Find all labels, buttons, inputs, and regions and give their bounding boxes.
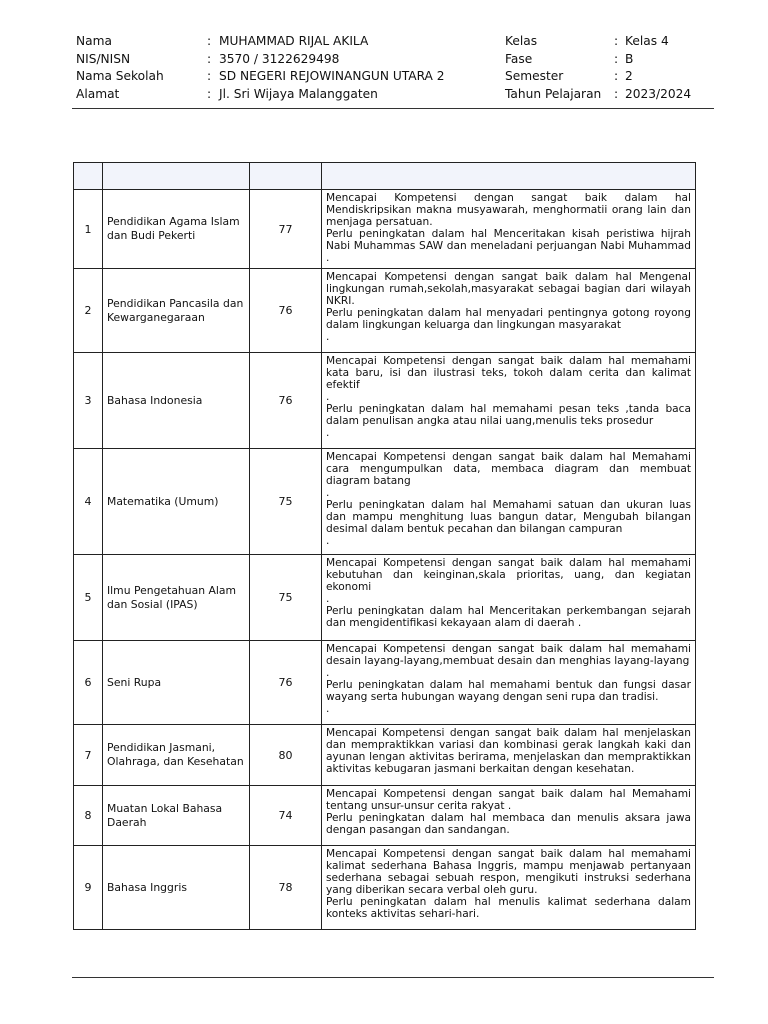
- score-value: 80: [250, 725, 322, 786]
- subject-name: Pendidikan Pancasila dan Kewarganegaraan: [103, 269, 250, 353]
- description-line: Perlu peningkatan dalam hal menulis kalimat sederhana dalam konteks aktivitas sehari-hari.: [326, 896, 691, 920]
- info-colon: :: [207, 34, 212, 48]
- info-label: NIS/NISN: [76, 51, 131, 66]
- info-colon: :: [614, 51, 619, 66]
- score-value: 75: [250, 449, 322, 555]
- info-colon: :: [207, 69, 212, 83]
- description-line: .: [326, 391, 330, 403]
- description-line: Mencapai Kompetensi dengan sangat baik dalam hal Mendiskripsikan makna musyawarah, menghormatii orang lain dan menjaga persatuan.: [326, 192, 691, 228]
- info-colon: :: [207, 86, 212, 101]
- info-colon: :: [614, 69, 619, 83]
- description-cell: [322, 725, 696, 786]
- description-line: Perlu peningkatan dalam hal memahami bentuk dan fungsi dasar wayang serta hubungan wayang dengan seni rupa dan tradisi.: [326, 679, 691, 703]
- description-line: .: [326, 667, 330, 679]
- description-cell: [322, 641, 696, 725]
- table-row: [74, 555, 696, 641]
- description-line: .: [326, 487, 330, 499]
- grades-table: [73, 162, 696, 930]
- phase-value: B: [625, 51, 634, 66]
- description-line: .: [326, 535, 330, 547]
- description-line: Mencapai Kompetensi dengan sangat baik dalam hal Memahami tentang unsur-unsur cerita rakyat .: [326, 788, 691, 812]
- description-cell: [322, 353, 696, 449]
- description-cell: [322, 449, 696, 555]
- description-line: Perlu peningkatan dalam hal membaca dan menulis aksara jawa dengan pasangan dan sandangan.: [326, 812, 691, 836]
- table-row: [74, 786, 696, 846]
- info-label: Nama: [76, 34, 112, 48]
- class-value: Kelas 4: [625, 34, 669, 48]
- score-value: 77: [250, 190, 322, 269]
- school-name: SD NEGERI REJOWINANGUN UTARA 2: [219, 69, 445, 83]
- info-row: [76, 69, 716, 87]
- description-line: Perlu peningkatan dalam hal Memahami satuan dan ukuran luas dan mampu menghitung luas bangun datar, Mengubah bilangan desimal dalam bentuk pecahan dan bilangan campuran: [326, 499, 691, 535]
- row-number: 4: [74, 449, 103, 555]
- info-label: Alamat: [76, 86, 120, 101]
- info-label: Semester: [505, 69, 564, 83]
- subject-name: Matematika (Umum): [103, 449, 250, 555]
- student-name: MUHAMMAD RIJAL AKILA: [219, 34, 369, 48]
- table-row: [74, 269, 696, 353]
- description-line: Perlu peningkatan dalam hal Menceritakan perkembangan sejarah dan mengidentifikasi kekayaan alam di daerah .: [326, 605, 691, 629]
- description-line: .: [326, 331, 330, 343]
- description-line: Perlu peningkatan dalam hal memahami pesan teks ,tanda baca dalam penulisan angka atau nilai uang,menulis teks prosedur: [326, 403, 691, 427]
- subject-name: Pendidikan Agama Islam dan Budi Pekerti: [103, 190, 250, 269]
- info-row: [76, 52, 716, 70]
- info-colon: :: [207, 51, 212, 66]
- description-line: .: [326, 427, 330, 439]
- info-colon: :: [614, 34, 619, 48]
- row-number: 1: [74, 190, 103, 269]
- header-cell: [74, 163, 103, 190]
- row-number: 9: [74, 846, 103, 930]
- row-number: 6: [74, 641, 103, 725]
- table-row: [74, 846, 696, 930]
- header-divider: [72, 108, 714, 109]
- subject-name: Ilmu Pengetahuan Alam dan Sosial (IPAS): [103, 555, 250, 641]
- description-line: Perlu peningkatan dalam hal Menceritakan kisah peristiwa hijrah Nabi Muhammas SAW dan meneladani perjuangan Nabi Muhammad .: [326, 228, 691, 264]
- description-line: .: [326, 703, 330, 715]
- description-cell: [322, 269, 696, 353]
- row-number: 3: [74, 353, 103, 449]
- info-row: [76, 34, 716, 52]
- table-row: [74, 449, 696, 555]
- header-cell: [322, 163, 696, 190]
- description-cell: [322, 190, 696, 269]
- description-line: Mencapai Kompetensi dengan sangat baik dalam hal menjelaskan dan mempraktikkan variasi dan kombinasi gerak langkah kaki dan ayunan lengan aktivitas berirama, menjelaskan dan mempraktikkan aktivitas kebugaran jasmani berkaitan dengan kesehatan.: [326, 727, 691, 775]
- header-cell: [103, 163, 250, 190]
- header-cell: [250, 163, 322, 190]
- table-header-row: [74, 163, 696, 190]
- score-value: 76: [250, 641, 322, 725]
- score-value: 76: [250, 269, 322, 353]
- subject-name: Seni Rupa: [103, 641, 250, 725]
- row-number: 5: [74, 555, 103, 641]
- academic-year-value: 2023/2024: [625, 86, 692, 101]
- description-line: Mencapai Kompetensi dengan sangat baik dalam hal memahami kebutuhan dan keinginan,skala prioritas, uang, dan kegiatan ekonomi: [326, 557, 691, 593]
- info-label: Kelas: [505, 34, 538, 48]
- score-value: 78: [250, 846, 322, 930]
- description-cell: [322, 786, 696, 846]
- score-value: 74: [250, 786, 322, 846]
- semester-value: 2: [625, 69, 633, 83]
- score-value: 76: [250, 353, 322, 449]
- student-info-header: [76, 34, 716, 104]
- footer-divider: [72, 977, 714, 978]
- description-line: Mencapai Kompetensi dengan sangat baik dalam hal memahami kalimat sederhana Bahasa Inggris, mampu menjawab pertanyaan sederhana sebagai sebuah respon, mengikuti instruksi sederhana yang diberikan secara verbal oleh guru.: [326, 848, 691, 896]
- description-line: Mencapai Kompetensi dengan sangat baik dalam hal memahami desain layang-layang,membuat desain dan menghias layang-layang: [326, 643, 691, 667]
- info-label: Nama Sekolah: [76, 69, 164, 83]
- subject-name: Bahasa Inggris: [103, 846, 250, 930]
- description-line: Mencapai Kompetensi dengan sangat baik dalam hal Mengenal lingkungan rumah,sekolah,masyarakat sebagai bagian dari wilayah NKRI.: [326, 271, 691, 307]
- score-value: 75: [250, 555, 322, 641]
- row-number: 2: [74, 269, 103, 353]
- subject-name: Bahasa Indonesia: [103, 353, 250, 449]
- subject-name: Pendidikan Jasmani, Olahraga, dan Kesehatan: [103, 725, 250, 786]
- subject-name: Muatan Lokal Bahasa Daerah: [103, 786, 250, 846]
- school-address: Jl. Sri Wijaya Malanggaten: [219, 86, 378, 101]
- table-row: [74, 190, 696, 269]
- description-line: Mencapai Kompetensi dengan sangat baik dalam hal Memahami cara mengumpulkan data, membaca diagram dan membuat diagram batang: [326, 451, 691, 487]
- description-line: Mencapai Kompetensi dengan sangat baik dalam hal memahami kata baru, isi dan ilustrasi teks, tokoh dalam cerita dan kalimat efektif: [326, 355, 691, 391]
- table-row: [74, 641, 696, 725]
- row-number: 7: [74, 725, 103, 786]
- description-line: Perlu peningkatan dalam hal menyadari pentingnya gotong royong dalam lingkungan keluarga dan lingkungan masyarakat: [326, 307, 691, 331]
- table-row: [74, 353, 696, 449]
- description-cell: [322, 555, 696, 641]
- description-cell: [322, 846, 696, 930]
- info-label: Fase: [505, 51, 533, 66]
- description-line: .: [326, 593, 330, 605]
- info-row: [76, 87, 716, 105]
- info-label: Tahun Pelajaran: [505, 86, 602, 101]
- info-colon: :: [614, 86, 619, 101]
- table-row: [74, 725, 696, 786]
- student-id: 3570 / 3122629498: [219, 51, 340, 66]
- row-number: 8: [74, 786, 103, 846]
